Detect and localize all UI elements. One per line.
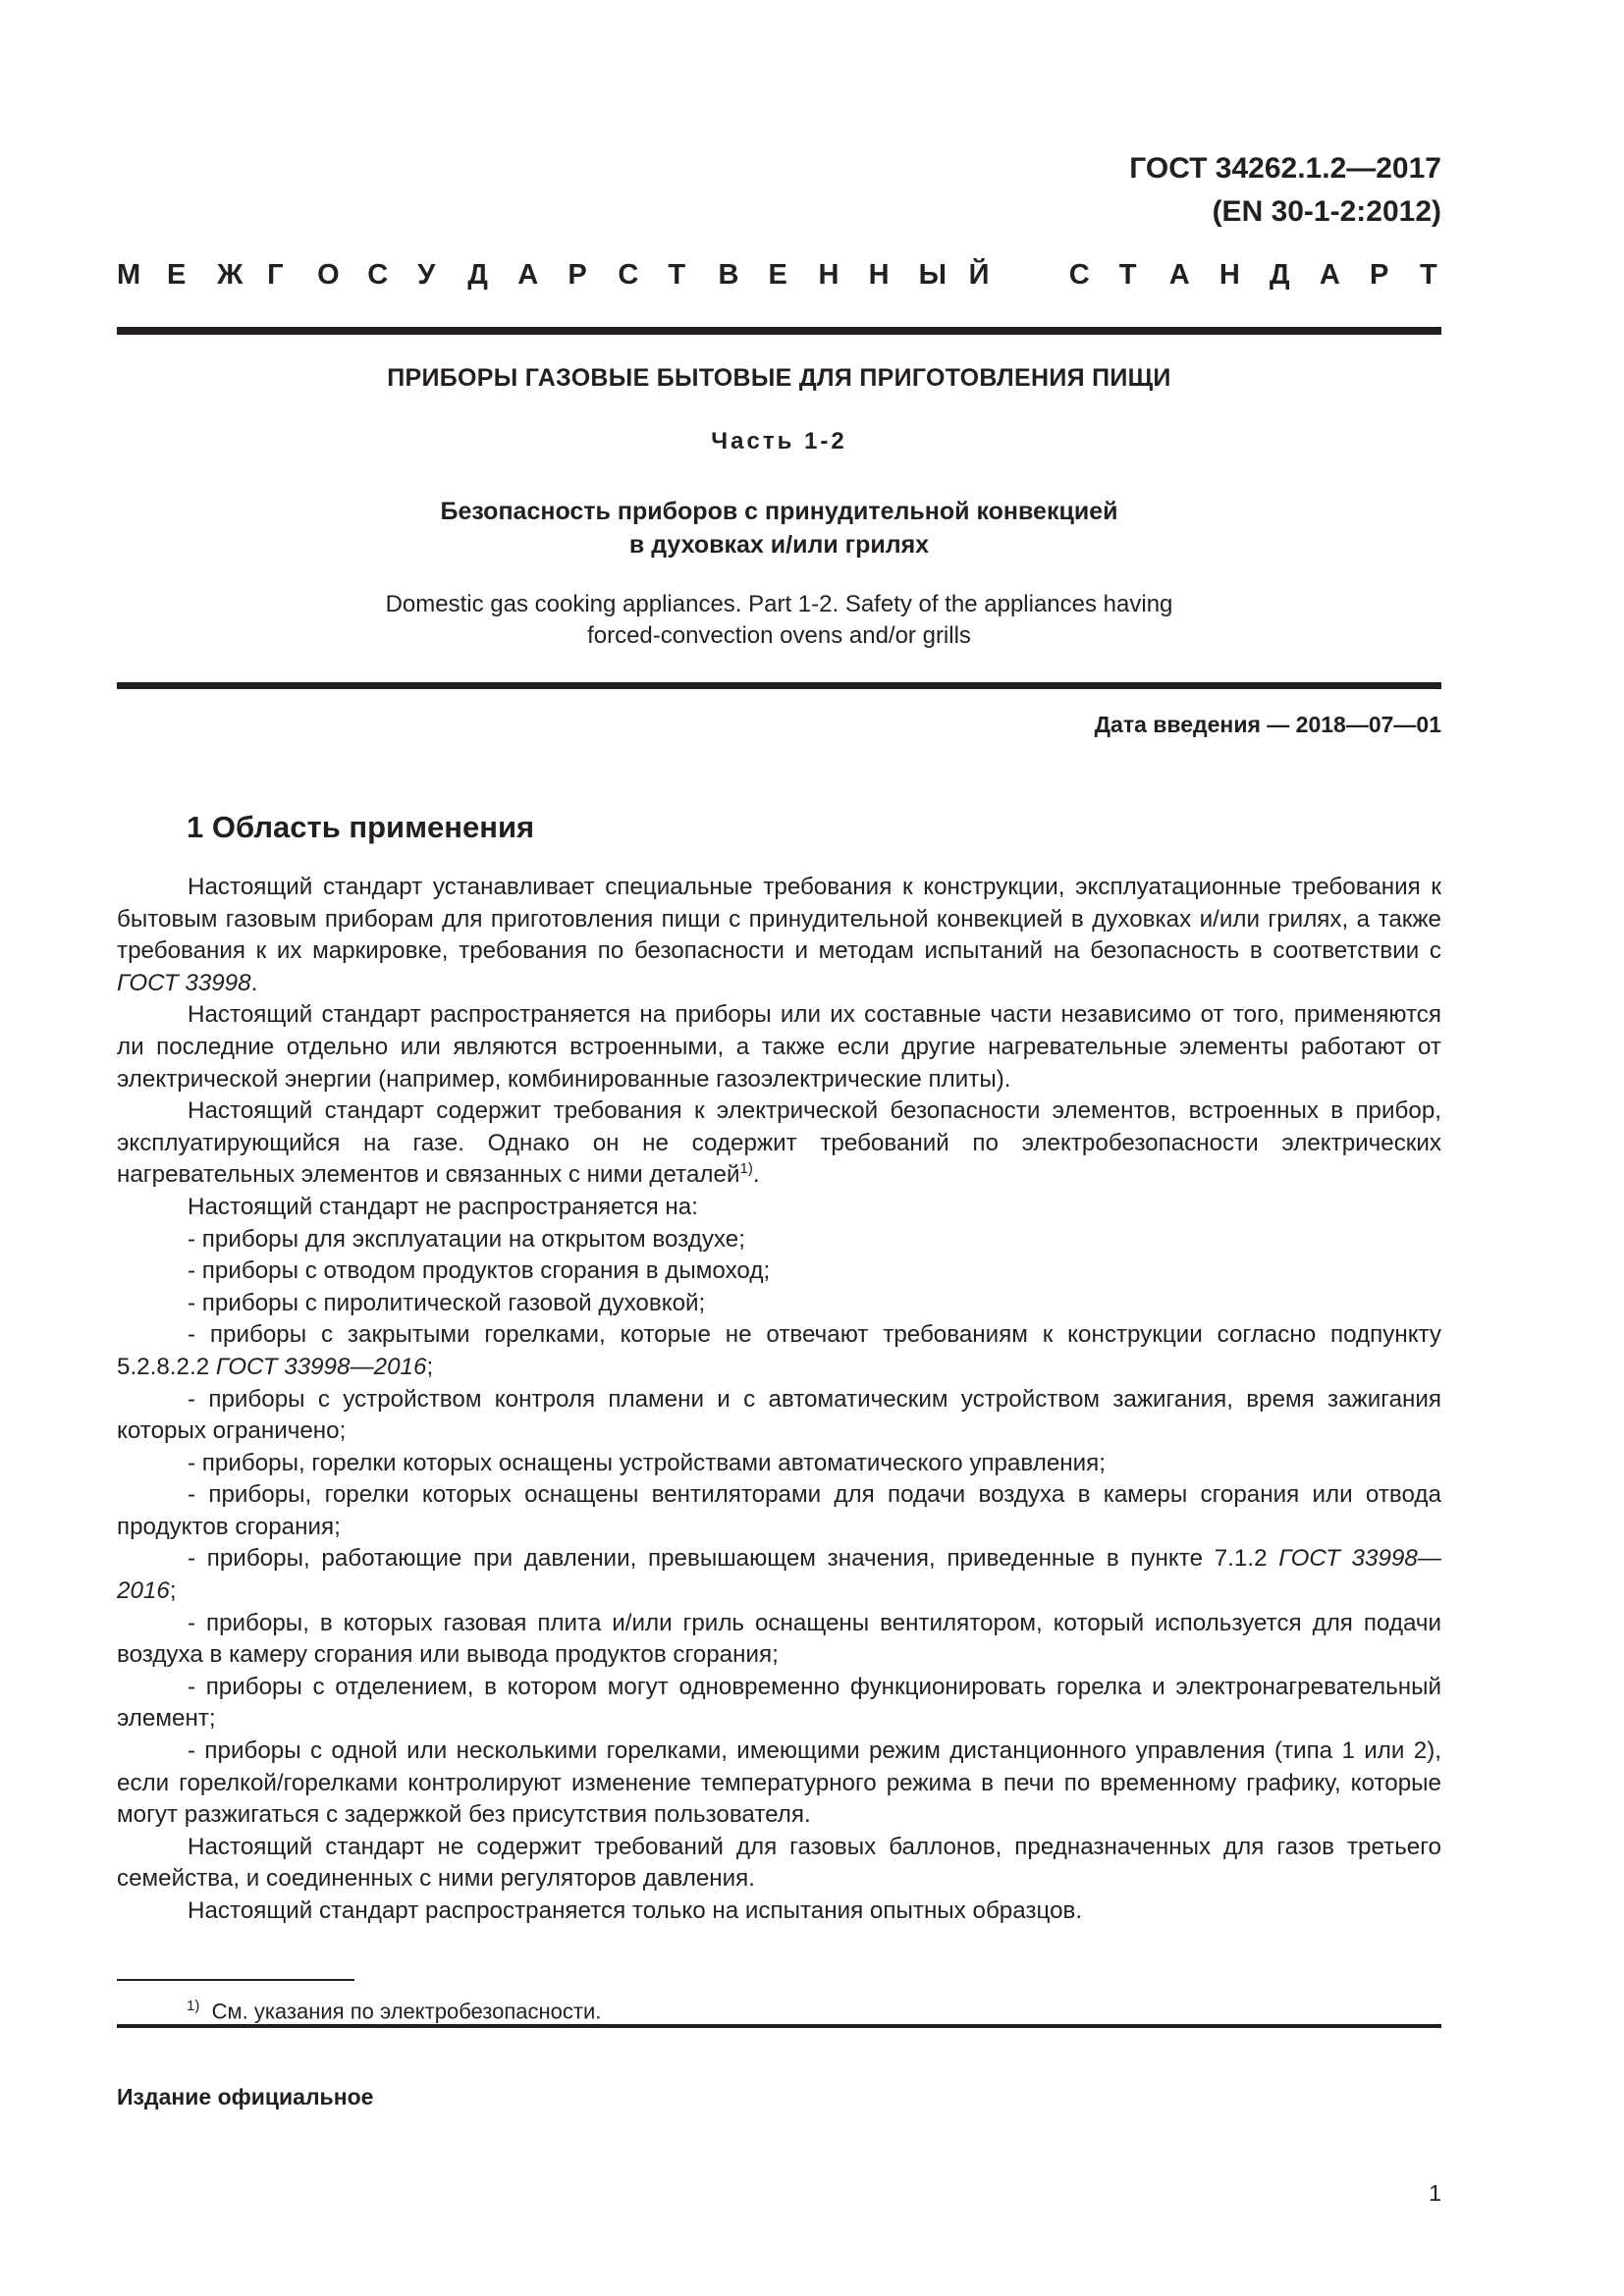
list-item: - приборы, горелки которых оснащены устройствами автоматического управления; [188, 1449, 1106, 1476]
list-item: - приборы, в которых газовая плита и/или гриль оснащены вентилятором, который используется для подачи воздуха в камеру сгорания или вывода продуктов сгорания; [117, 1609, 1441, 1669]
banner-letter-word1: Ж [217, 259, 244, 291]
list-item: - приборы с отделением, в котором могут одновременно функционировать горелка и электронагревательный элемент; [117, 1673, 1441, 1733]
banner-letter-word2: С [1068, 259, 1090, 291]
list-item: - приборы с одной или несколькими горелками, имеющими режим дистанционного управления (типа 1 или 2), если горелкой/горелками контролируют изменение температурного режима в печи по временному графику, которые могут разжигаться с задержкой без присутствия пользователя. [117, 1737, 1441, 1829]
document-subtitle [117, 495, 1441, 561]
banner-letter-word1: Ы [918, 259, 947, 291]
list-item: - приборы с закрытыми горелками, которые не отвечают требованиям к конструкции согласно подпункту 5.2.8.2.2 ГОСТ 33998—2016; [117, 1321, 1441, 1380]
banner-letter-word1: У [417, 259, 436, 291]
footnote [187, 1991, 601, 2027]
banner-letter-word1: С [618, 259, 639, 291]
document-code [1129, 147, 1441, 234]
banner-letter-word2: А [1168, 259, 1190, 291]
banner-letter-word1: А [517, 259, 539, 291]
paragraph: Настоящий стандарт устанавливает специальные требования к конструкции, эксплуатационные требования к бытовым газовым приборам для приготовления пищи с принудительной конвекцией в духовках и/или грилях, а также требования к их маркировке, требования по безопасности и методам испытаний на безопасность в соответствии с ГОСТ 33998. [117, 874, 1441, 996]
banner-letter-word1: М [117, 259, 141, 291]
paragraph: Настоящий стандарт не содержит требований для газовых баллонов, предназначенных для газов третьего семейства, и соединенных с ними регуляторов давления. [117, 1833, 1441, 1893]
banner-letter-word1: Е [167, 259, 187, 291]
banner-letter-word1: Р [568, 259, 587, 291]
paragraph: Настоящий стандарт распространяется только на испытания опытных образцов. [188, 1897, 1083, 1924]
document-code-line2: (EN 30-1-2:2012) [1212, 195, 1441, 228]
footer-rule [117, 2024, 1441, 2028]
part-title: Часть 1-2 [711, 428, 847, 454]
english-title [117, 589, 1441, 652]
banner-letter-word1: О [317, 259, 340, 291]
standard-reference: ГОСТ 33998—2016 [117, 1545, 1441, 1605]
list-item: - приборы с отводом продуктов сгорания в дымоход; [188, 1257, 771, 1285]
banner-letter-word1: Т [668, 259, 686, 291]
subtitle-line1: Безопасность приборов с принудительной конвекцией [440, 498, 1118, 525]
interstate-standard-banner [117, 255, 1441, 294]
banner-letter-word1: В [718, 259, 739, 291]
banner-letter-word2: Т [1420, 259, 1437, 291]
footnote-marker: 1) [739, 1160, 753, 1178]
banner-letter-word1: Д [467, 259, 488, 291]
english-title-line2: forced-convection ovens and/or grills [587, 622, 971, 649]
paragraph: Настоящий стандарт распространяется на приборы или их составные части независимо от того, применяются ли последние отдельно или являются встроенными, а также если другие нагревательные элементы работают от электрической энергии (например, комбинированные газоэлектрические плиты). [117, 1001, 1441, 1093]
list-item: - приборы для эксплуатации на открытом воздухе; [188, 1225, 745, 1253]
footnote-text: См. указания по электробезопасности. [211, 1999, 602, 2024]
section-heading: 1 Область применения [187, 810, 535, 844]
banner-letter-word1: Е [768, 259, 787, 291]
banner-letter-word1: Г [267, 259, 284, 291]
banner-letter-word2: Т [1118, 259, 1137, 291]
banner-letter-word2: Н [1218, 259, 1240, 291]
footnote-marker: 1) [187, 1998, 200, 2014]
list-item: - приборы с устройством контроля пламени и с автоматическим устройством зажигания, время зажигания которых ограничено; [117, 1385, 1441, 1445]
english-title-line1: Domestic gas cooking appliances. Part 1-2. Safety of the appliances having [385, 591, 1173, 617]
page-number: 1 [1429, 2180, 1441, 2206]
header-rule [117, 327, 1441, 335]
section-body [117, 872, 1441, 1928]
document-title: ПРИБОРЫ ГАЗОВЫЕ БЫТОВЫЕ ДЛЯ ПРИГОТОВЛЕНИЯ ПИЩИ [387, 364, 1171, 392]
banner-letter-word1: Й [968, 259, 990, 291]
banner-letter-word1: Н [818, 259, 839, 291]
banner-letter-word1: Н [868, 259, 890, 291]
footnote-rule [117, 1979, 354, 1981]
banner-letter-word2: А [1319, 259, 1340, 291]
introduction-date: Дата введения — 2018—07—01 [1094, 712, 1441, 737]
standard-reference: ГОСТ 33998—2016 [215, 1353, 427, 1380]
document-code-line1: ГОСТ 34262.1.2—2017 [1129, 152, 1441, 185]
paragraph: Настоящий стандарт содержит требования к электрической безопасности элементов, встроенных в прибор, эксплуатирующийся на газе. Однако он не содержит требований по электробезопасности электрических нагревательных элементов и связанных с ними деталей$^{1)}$. [117, 1097, 1441, 1189]
standard-reference: ГОСТ 33998 [117, 969, 251, 996]
subtitle-line2: в духовках и/или грилях [628, 531, 930, 559]
banner-letter-word1: С [367, 259, 389, 291]
official-edition-label: Издание официальное [117, 2084, 374, 2109]
list-item: - приборы, работающие при давлении, превышающем значения, приведенные в пункте 7.1.2 ГОСТ 33998—2016; [117, 1545, 1441, 1605]
paragraph: Настоящий стандарт не распространяется на: [188, 1193, 698, 1220]
list-item: - приборы, горелки которых оснащены вентиляторами для подачи воздуха в камеры сгорания или отвода продуктов сгорания; [117, 1481, 1441, 1540]
banner-letter-word2: Р [1369, 259, 1389, 291]
list-item: - приборы с пиролитической газовой духовкой; [188, 1289, 706, 1316]
banner-letter-word2: Д [1269, 259, 1290, 291]
title-rule [117, 682, 1441, 689]
